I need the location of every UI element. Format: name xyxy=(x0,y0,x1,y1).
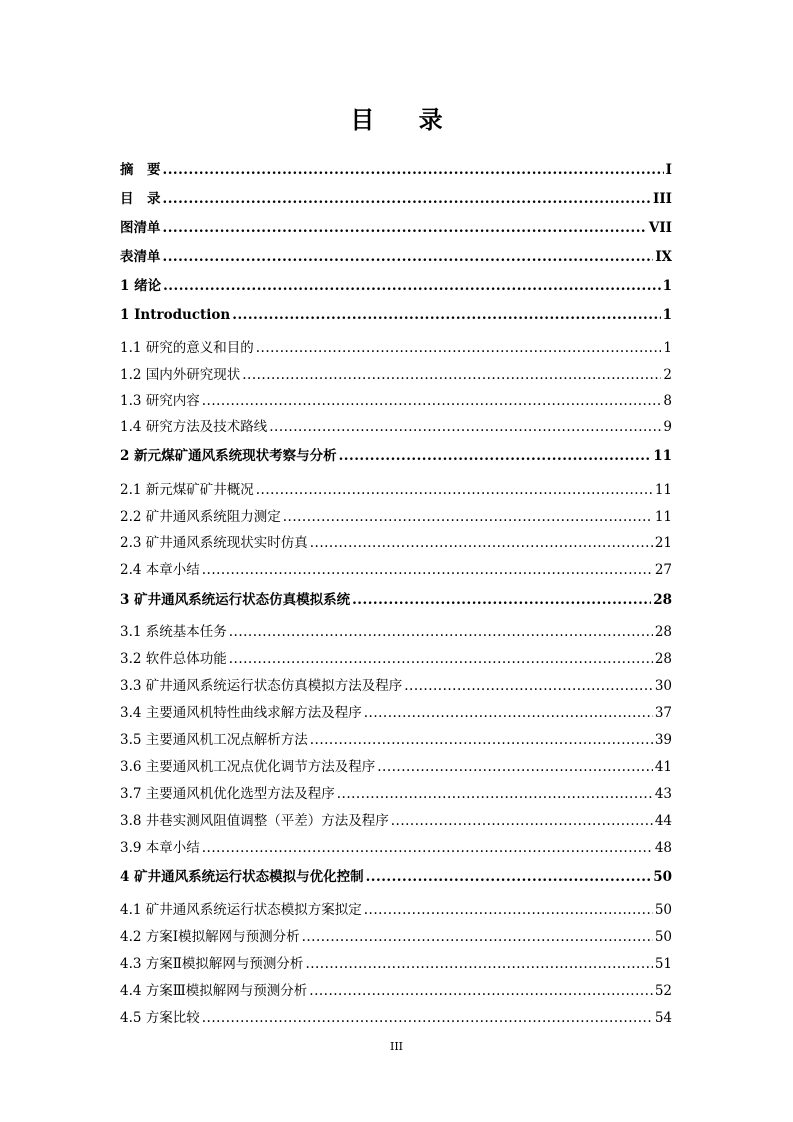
toc-entry[interactable] xyxy=(120,864,672,886)
toc-entry[interactable] xyxy=(120,978,672,1000)
toc-entry-label: 4.3 方案Ⅱ模拟解网与预测分析 xyxy=(120,956,304,972)
toc-leader-dots xyxy=(377,758,653,776)
toc-entry[interactable] xyxy=(120,302,672,324)
toc-leader-dots xyxy=(163,190,652,208)
toc-entry-page: 37 xyxy=(654,705,672,721)
toc-entry[interactable] xyxy=(120,754,672,776)
toc-entry-label: 2.1 新元煤矿矿井概况 xyxy=(120,482,254,498)
toc-entry-label: 4.5 方案比较 xyxy=(120,1010,200,1026)
toc-entry-page: 50 xyxy=(654,929,672,945)
toc-entry[interactable] xyxy=(120,1005,672,1027)
toc-entry-label: 表清单 xyxy=(120,249,161,265)
toc-entry[interactable] xyxy=(120,530,672,552)
toc-entry-page: 50 xyxy=(654,902,672,918)
page-number: III xyxy=(389,1040,404,1053)
toc-leader-dots xyxy=(364,901,653,919)
toc-entry[interactable] xyxy=(120,727,672,749)
toc-leader-dots xyxy=(256,481,653,499)
toc-entry-label: 1 绪论 xyxy=(120,278,162,294)
toc-leader-dots xyxy=(232,306,660,324)
toc-leader-dots xyxy=(163,161,664,179)
toc-entry[interactable] xyxy=(120,273,672,295)
toc-entry-page: I xyxy=(665,162,672,178)
toc-entry-page: 1 xyxy=(662,307,672,323)
toc-entry[interactable] xyxy=(120,215,672,237)
toc-entry-page: 28 xyxy=(654,624,672,640)
toc-entry-label: 3.1 系统基本任务 xyxy=(120,624,227,640)
toc-leader-dots xyxy=(364,704,653,722)
toc-entry-label: 4.2 方案Ⅰ模拟解网与预测分析 xyxy=(120,929,300,945)
toc-entry-label: 3 矿井通风系统运行状态仿真模拟系统 xyxy=(120,592,351,608)
toc-entry-page: 41 xyxy=(654,759,672,775)
toc-entry-page: 44 xyxy=(654,813,672,829)
toc-entry-label: 3.2 软件总体功能 xyxy=(120,651,227,667)
page-title: 目 录 xyxy=(350,106,461,134)
toc-leader-dots xyxy=(202,392,662,410)
toc-entry-page: 52 xyxy=(654,983,672,999)
toc-entry-label: 3.3 矿井通风系统运行状态仿真模拟方法及程序 xyxy=(120,678,403,694)
toc-entry[interactable] xyxy=(120,362,672,384)
toc-leader-dots xyxy=(269,418,661,436)
toc-leader-dots xyxy=(302,928,653,946)
toc-entry-label: 1.4 研究方法及技术路线 xyxy=(120,419,268,435)
toc-entry-page: 54 xyxy=(654,1010,672,1026)
toc-entry-page: 27 xyxy=(654,562,672,578)
toc-entry-label: 目 录 xyxy=(120,191,161,207)
toc-entry[interactable] xyxy=(120,244,672,266)
toc-leader-dots xyxy=(202,1009,653,1027)
toc-leader-dots xyxy=(256,339,662,357)
toc-leader-dots xyxy=(310,731,653,749)
toc-entry[interactable] xyxy=(120,619,672,641)
toc-entry-label: 4.4 方案Ⅲ模拟解网与预测分析 xyxy=(120,983,308,999)
toc-leader-dots xyxy=(283,508,653,526)
toc-entry-label: 图清单 xyxy=(120,220,161,236)
toc-entry-label: 摘 要 xyxy=(120,162,161,178)
toc-entry[interactable] xyxy=(120,897,672,919)
toc-entry-page: 1 xyxy=(663,340,672,356)
toc-entry-page: 39 xyxy=(654,732,672,748)
toc-leader-dots xyxy=(163,248,654,266)
toc-leader-dots xyxy=(337,785,653,803)
toc-entry-label: 1.1 研究的意义和目的 xyxy=(120,340,254,356)
toc-entry[interactable] xyxy=(120,186,672,208)
toc-leader-dots xyxy=(339,447,652,465)
toc-entry[interactable] xyxy=(120,443,672,465)
toc-leader-dots xyxy=(391,812,653,830)
toc-leader-dots xyxy=(163,277,661,295)
toc-entry-page: 11 xyxy=(654,482,672,498)
toc-entry-label: 2.2 矿井通风系统阻力测定 xyxy=(120,509,281,525)
toc-entry-label: 3.8 井巷实测风阻值调整（平差）方法及程序 xyxy=(120,813,389,829)
toc-entry[interactable] xyxy=(120,924,672,946)
toc-entry-page: 43 xyxy=(654,786,672,802)
toc-entry-label: 4 矿井通风系统运行状态模拟与优化控制 xyxy=(120,869,364,885)
toc-entry[interactable] xyxy=(120,477,672,499)
toc-leader-dots xyxy=(309,982,653,1000)
toc-entry-page: 48 xyxy=(654,840,672,856)
toc-entry[interactable] xyxy=(120,335,672,357)
toc-leader-dots xyxy=(404,677,653,695)
toc-entry-page: 21 xyxy=(654,535,672,551)
toc-entry-label: 1.3 研究内容 xyxy=(120,393,200,409)
toc-entry-label: 3.7 主要通风机优化选型方法及程序 xyxy=(120,786,335,802)
toc-leader-dots xyxy=(366,868,652,886)
toc-entry[interactable] xyxy=(120,700,672,722)
toc-entry-page: 28 xyxy=(654,651,672,667)
toc-entry-page: IX xyxy=(655,249,672,265)
toc-entry-label: 3.4 主要通风机特性曲线求解方法及程序 xyxy=(120,705,362,721)
toc-leader-dots xyxy=(163,219,647,237)
toc-entry-page: 2 xyxy=(663,367,672,383)
toc-leader-dots xyxy=(310,534,653,552)
toc-entry-page: 11 xyxy=(654,509,672,525)
toc-entry-label: 1.2 国内外研究现状 xyxy=(120,367,241,383)
toc-entry[interactable] xyxy=(120,673,672,695)
toc-entry-page: VII xyxy=(648,220,672,236)
toc-entry-label: 2 新元煤矿通风系统现状考察与分析 xyxy=(120,448,337,464)
toc-entry[interactable] xyxy=(120,504,672,526)
toc-leader-dots xyxy=(202,839,653,857)
toc-entry-page: 51 xyxy=(654,956,672,972)
toc-leader-dots xyxy=(229,650,653,668)
toc-entry-label: 3.6 主要通风机工况点优化调节方法及程序 xyxy=(120,759,376,775)
toc-entry[interactable] xyxy=(120,157,672,179)
toc-entry-page: 50 xyxy=(653,869,672,885)
toc-entry-label: 2.4 本章小结 xyxy=(120,562,200,578)
toc-entry[interactable] xyxy=(120,587,672,609)
toc-entry[interactable] xyxy=(120,781,672,803)
toc-leader-dots xyxy=(242,366,661,384)
toc-entry-page: 1 xyxy=(662,278,672,294)
toc-entry[interactable] xyxy=(120,808,672,830)
toc-leader-dots xyxy=(352,591,651,609)
toc-entry-page: 11 xyxy=(653,448,672,464)
toc-entry-page: 30 xyxy=(654,678,672,694)
toc-entry-label: 3.5 主要通风机工况点解析方法 xyxy=(120,732,308,748)
toc-entry[interactable] xyxy=(120,646,672,668)
toc-entry[interactable] xyxy=(120,414,672,436)
toc-entry-page: III xyxy=(653,191,672,207)
toc-entry[interactable] xyxy=(120,388,672,410)
toc-entry-label: 4.1 矿井通风系统运行状态模拟方案拟定 xyxy=(120,902,362,918)
toc-leader-dots xyxy=(305,955,652,973)
toc-entry[interactable] xyxy=(120,835,672,857)
toc-entry-page: 9 xyxy=(663,419,672,435)
toc-entry-page: 8 xyxy=(663,393,672,409)
toc-leader-dots xyxy=(202,561,653,579)
toc-entry-label: 2.3 矿井通风系统现状实时仿真 xyxy=(120,535,308,551)
toc-leader-dots xyxy=(229,623,653,641)
toc-entry[interactable] xyxy=(120,557,672,579)
toc-entry-page: 28 xyxy=(653,592,672,608)
toc-entry[interactable] xyxy=(120,951,672,973)
toc-entry-label: 3.9 本章小结 xyxy=(120,840,200,856)
toc-entry-label: 1 Introduction xyxy=(120,307,231,323)
